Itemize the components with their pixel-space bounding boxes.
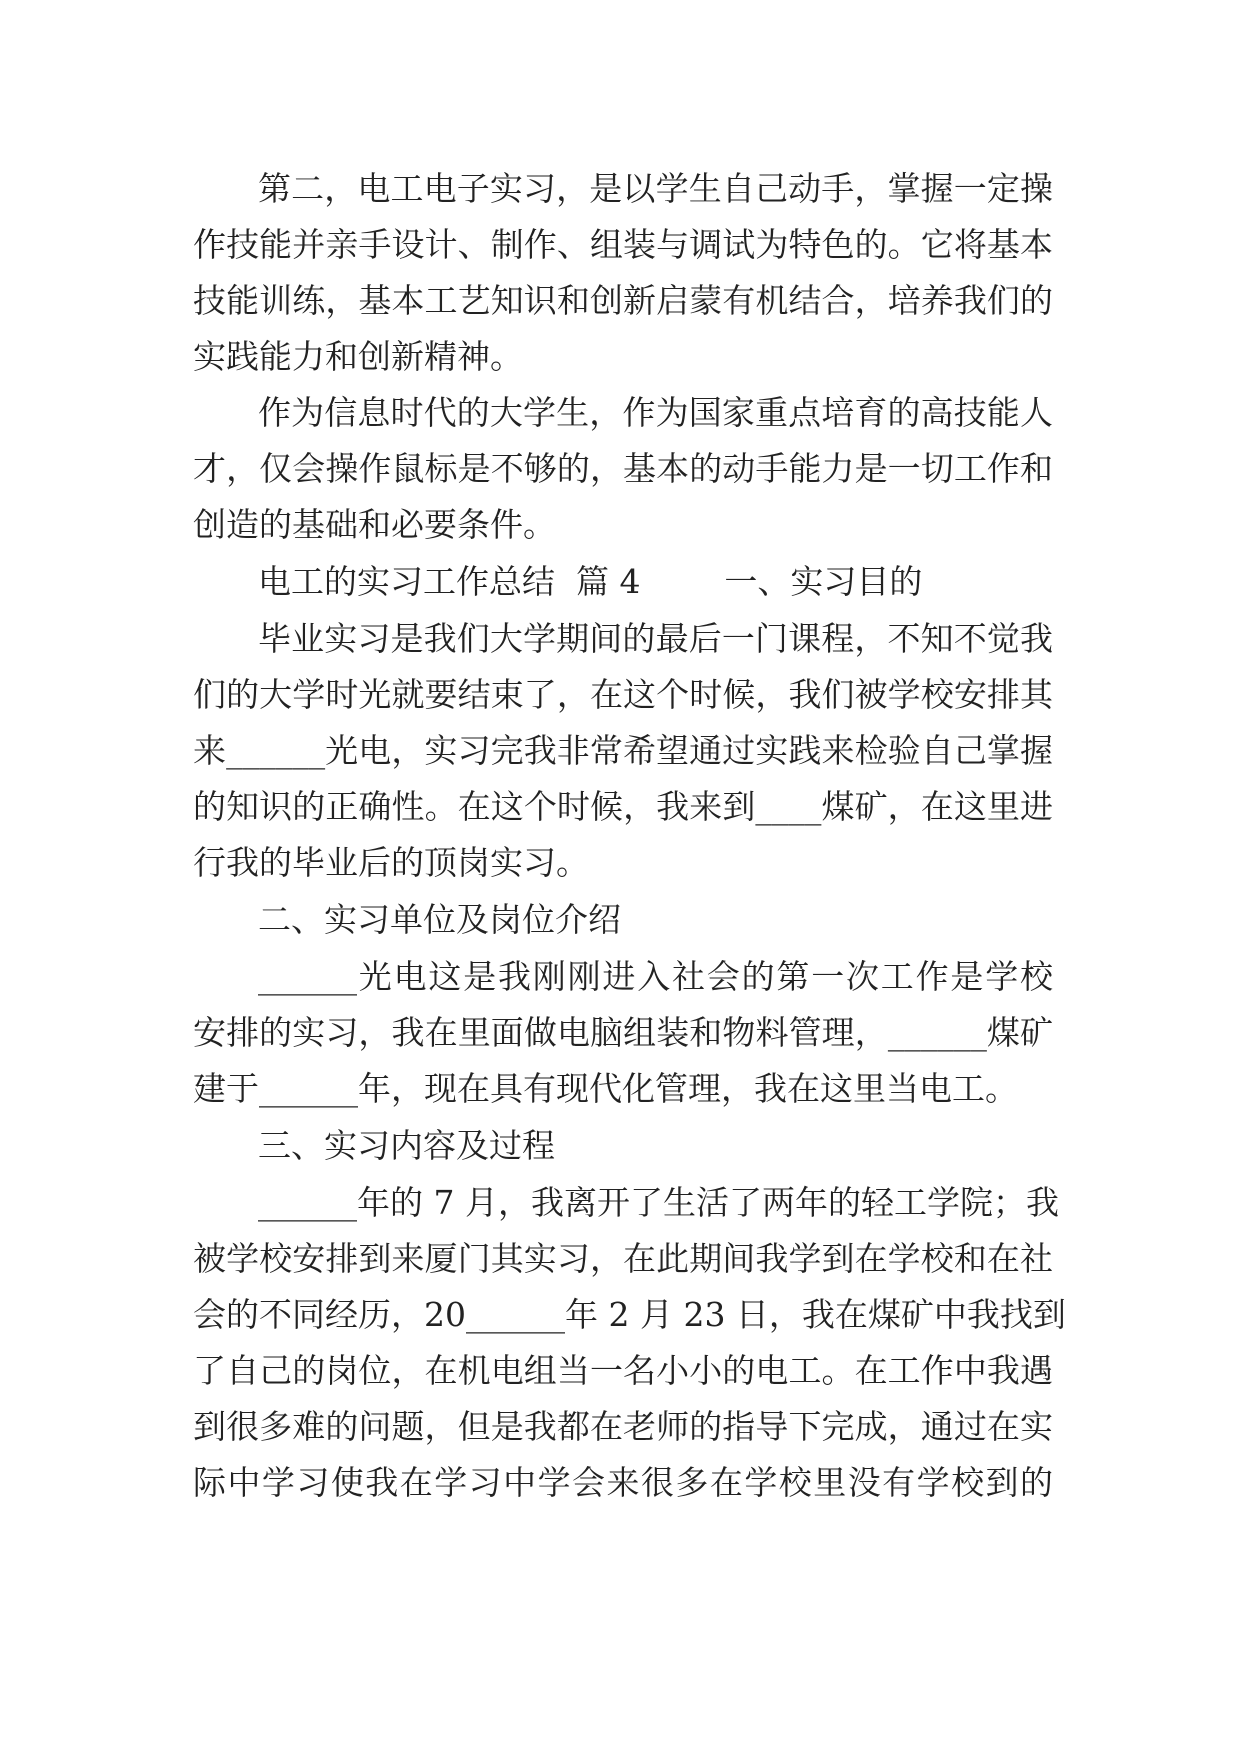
paragraph-5-line-5: 到很多难的问题，但是我都在老师的指导下完成，通过在实 <box>193 1407 1053 1446</box>
paragraph-3-line-5: 行我的毕业后的顶岗实习。 <box>193 843 589 882</box>
paragraph-2-line-1: 作为信息时代的大学生，作为国家重点培育的高技能人 <box>258 393 1053 432</box>
paragraph-3-line-2: 们的大学时光就要结束了，在这个时候，我们被学校安排其 <box>193 675 1053 714</box>
paragraph-4-line-1: ______光电这是我刚刚进入社会的第一次工作是学校 <box>258 957 1053 996</box>
paragraph-3-line-1: 毕业实习是我们大学期间的最后一门课程，不知不觉我 <box>258 619 1053 658</box>
section-heading-content: 三、实习内容及过程 <box>258 1126 555 1165</box>
section-heading-purpose: 电工的实习工作总结 篇 4 一、实习目的 <box>258 562 923 601</box>
paragraph-5-line-1: ______年的 7 月，我离开了生活了两年的轻工学院；我 <box>258 1183 1059 1222</box>
paragraph-3-line-3: 来______光电，实习完我非常希望通过实践来检验自己掌握 <box>193 731 1053 770</box>
paragraph-5-line-3: 会的不同经历，20______年 2 月 23 日，我在煤矿中我找到 <box>193 1295 1066 1334</box>
paragraph-5-line-6: 际中学习使我在学习中学会来很多在学校里没有学校到的 <box>193 1463 1053 1502</box>
paragraph-5-line-4: 了自己的岗位，在机电组当一名小小的电工。在工作中我遇 <box>193 1351 1053 1390</box>
section-heading-unit: 二、实习单位及岗位介绍 <box>258 900 621 939</box>
paragraph-1-line-1: 第二，电工电子实习，是以学生自己动手，掌握一定操 <box>258 169 1053 208</box>
paragraph-1-line-2: 作技能并亲手设计、制作、组装与调试为特色的。它将基本 <box>193 225 1053 264</box>
paragraph-2-line-3: 创造的基础和必要条件。 <box>193 505 556 544</box>
paragraph-5-line-2: 被学校安排到来厦门其实习，在此期间我学到在学校和在社 <box>193 1239 1053 1278</box>
paragraph-2-line-2: 才，仅会操作鼠标是不够的，基本的动手能力是一切工作和 <box>193 449 1053 488</box>
paragraph-3-line-4: 的知识的正确性。在这个时候，我来到____煤矿，在这里进 <box>193 787 1053 826</box>
paragraph-1-line-4: 实践能力和创新精神。 <box>193 337 523 376</box>
paragraph-4-line-2: 安排的实习，我在里面做电脑组装和物料管理，______煤矿 <box>193 1013 1053 1052</box>
paragraph-4-line-3: 建于______年，现在具有现代化管理，我在这里当电工。 <box>193 1069 1018 1108</box>
paragraph-1-line-3: 技能训练，基本工艺知识和创新启蒙有机结合，培养我们的 <box>193 281 1053 320</box>
